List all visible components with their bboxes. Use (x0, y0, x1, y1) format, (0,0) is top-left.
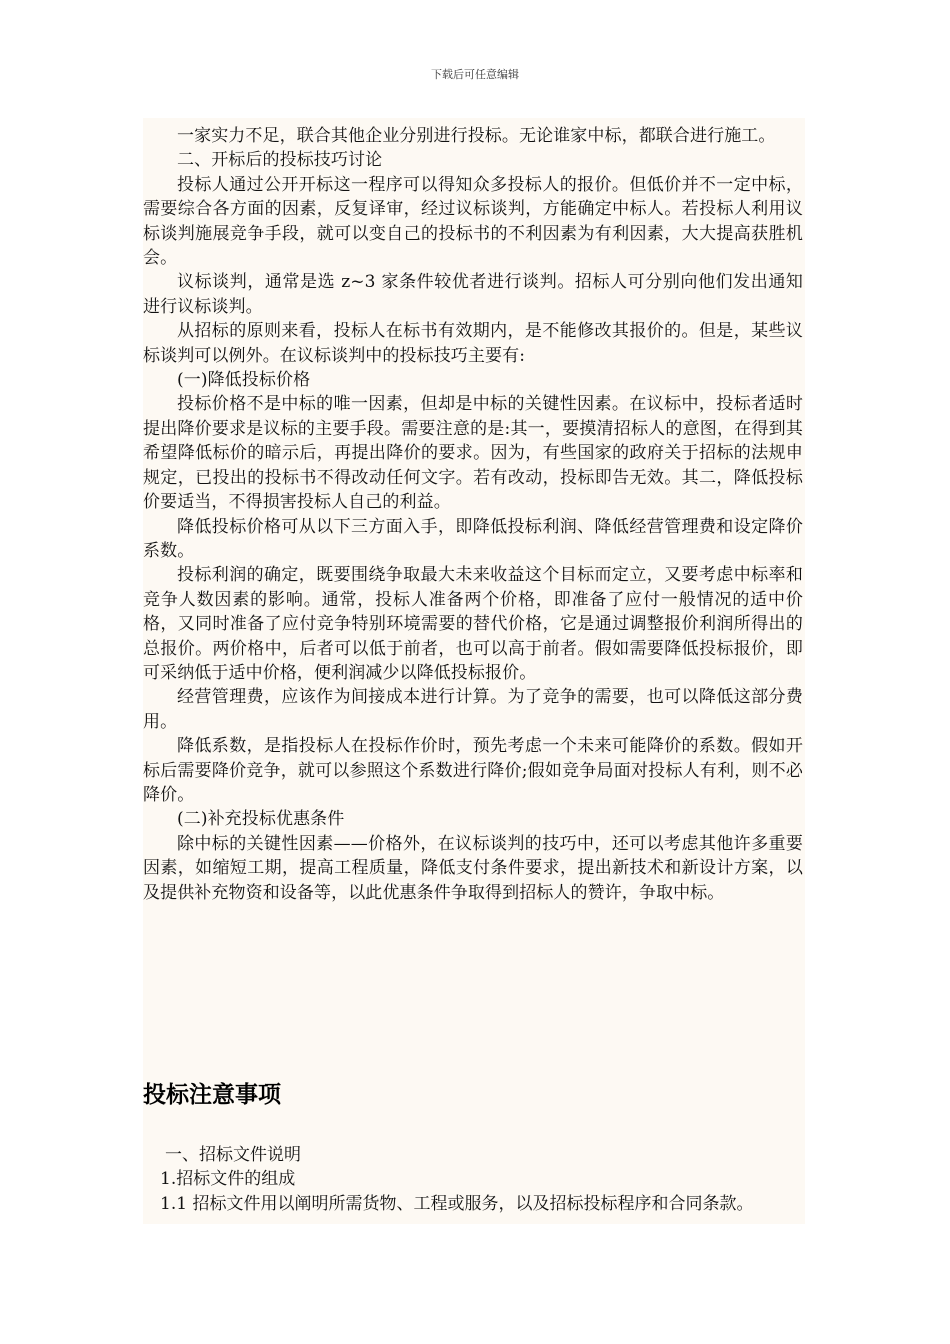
paragraph: 降低投标价格可从以下三方面入手，即降低投标利润、降低经营管理费和设定降价系数。 (143, 516, 803, 561)
section-line: 1.1 招标文件用以阐明所需货物、工程或服务，以及招标投标程序和合同条款。 (160, 1193, 754, 1214)
page-header: 下载后可任意编辑 (431, 68, 519, 81)
paragraph: 投标价格不是中标的唯一因素，但却是中标的关键性因素。在议标中，投标者适时提出降价要求是议标的主要手段。需要注意的是:其一，要摸清招标人的意图，在得到其希望降低标价的暗示后，再提出降价的要求。因为，有些国家的政府关于招标的法规申规定，已投出的投标书不得改动任何文字。若有改动，投标即告无效。其二，降低投标价要适当，不得损害投标人自己的利益。 (143, 394, 803, 513)
paragraph: 一家实力不足，联合其他企业分别进行投标。无论谁家中标，都联合进行施工。 (177, 126, 776, 146)
paragraph: 除中标的关键性因素——价格外，在议标谈判的技巧中，还可以考虑其他许多重要因素，如缩短工期，提高工程质量，降低支付条件要求，提出新技术和新设计方案，以及提供补充物资和设备等，以此优惠条件争取得到招标人的赞许，争取中标。 (143, 833, 803, 903)
section-lines (143, 1143, 823, 1216)
paragraph-heading: (一)降低投标价格 (177, 370, 311, 391)
document-content (143, 118, 805, 1224)
paragraph: 经营管理费，应该作为间接成本进行计算。为了竞争的需要，也可以降低这部分费用。 (143, 687, 803, 732)
paragraph: 降低系数，是指投标人在投标作价时，预先考虑一个未来可能降价的系数。假如开标后需要降价竞争，就可以参照这个系数进行降价;假如竞争局面对投标人有利，则不必降价。 (143, 736, 803, 805)
section-line: 1.招标文件的组成 (160, 1169, 296, 1190)
paragraph: 投标人通过公开开标这一程序可以得知众多投标人的报价。但低价并不一定中标，需要综合各方面的因素，反复译审，经过议标谈判，方能确定中标人。若投标人利用议标谈判施展竞争手段，就可以变自己的投标书的不利因素为有利因素，大大提高获胜机会。 (143, 174, 803, 269)
section-line: 一、招标文件说明 (165, 1145, 301, 1165)
paragraph: 议标谈判，通常是选 z~3 家条件较优者进行谈判。招标人可分别向他们发出通知进行议标谈判。 (143, 272, 803, 317)
paragraph-heading: 二、开标后的投标技巧讨论 (177, 150, 383, 171)
body-text (143, 124, 803, 905)
paragraph: 投标利润的确定，既要围绕争取最大未来收益这个目标而定立，又要考虑中标率和竞争人数因素的影响。通常，投标人准备两个价格，即准备了应付一般情况的适中价格，又同时准备了应付竞争特别环境需要的替代价格，它是通过调整报价利润所得出的总报价。两价格中，后者可以低于前者，也可以高于前者。假如需要降低投标报价，即可采纳低于适中价格，便利润减少以降低投标报价。 (143, 565, 803, 683)
paragraph: 从招标的原则来看，投标人在标书有效期内，是不能修改其报价的。但是，某些议标谈判可以例外。在议标谈判中的投标技巧主要有: (143, 321, 803, 366)
section-title: 投标注意事项 (143, 1082, 281, 1108)
paragraph-heading: (二)补充投标优惠条件 (177, 809, 345, 830)
